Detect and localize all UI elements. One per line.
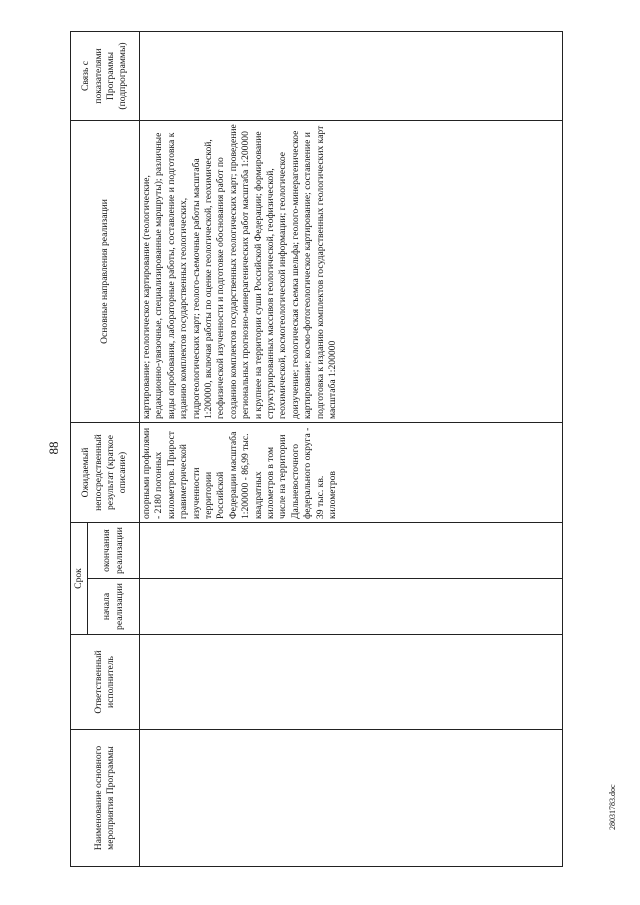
page-number: 88 xyxy=(46,441,61,455)
header-link-to-indicators: Связь с показателями Программы (подпрограммы) xyxy=(71,32,140,121)
header-responsible-executor: Ответственный исполнитель xyxy=(71,635,140,730)
program-measures-table xyxy=(70,31,563,867)
header-expected-result: Ожидаемый непосредственный результат (краткое описание) xyxy=(71,423,140,523)
cell-link-to-indicators xyxy=(140,32,563,121)
cell-term-start xyxy=(140,579,563,635)
header-row-1 xyxy=(71,32,88,867)
cell-expected-result: опорными профилями - 2180 погонных километров. Прирост гравиметрической изученности территории Российской Федерации масштаба 1:200000 - 86,99 тыс. квадратных километров в том числе на территории Дальневосточного федерального округа - 39 тыс. кв. километров xyxy=(140,423,563,523)
cell-responsible-executor xyxy=(140,635,563,730)
header-main-directions: Основные направления реализации xyxy=(71,121,140,423)
header-term-start: начала реализации xyxy=(88,579,140,635)
rotated-table-container xyxy=(70,32,610,867)
table-row xyxy=(140,32,563,867)
cell-main-directions: картирование; геологическое картирование (геологические, редакционно-увязочные, специализированные маршруты); различные виды опробования, лабораторные работы, составление и подготовка к изданию комплектов государственных геологических, гидрогеологических карт; геолого-съемочные работы масштаба 1:200000, включая работы по оценке геологической, геохимической, геофизической изученности и подготовке обоснования работ по созданию комплектов государственных геологических карт; проведение региональных прогнозно-минерагенических работ масштаба 1:200000 и крупнее на территории суши Российской Федерации; формирование структурированных массивов геологической, геофизической, геохимической, космогеологической информации; геологическое доизучение; геологическая съемка шельфа; геолого-минерагеническое картирование; космо-фотогеологическое картирование; составление и подготовка к изданию комплектов государственных геологических карт масштаба 1:200000 xyxy=(140,121,563,423)
header-term: Срок xyxy=(71,523,88,635)
cell-term-end xyxy=(140,523,563,579)
cell-program-measure xyxy=(140,730,563,867)
footer-filename: 28031783.doc xyxy=(608,784,617,830)
header-program-measure: Наименование основного мероприятия Программы xyxy=(71,730,140,867)
header-term-end: окончания реализации xyxy=(88,523,140,579)
